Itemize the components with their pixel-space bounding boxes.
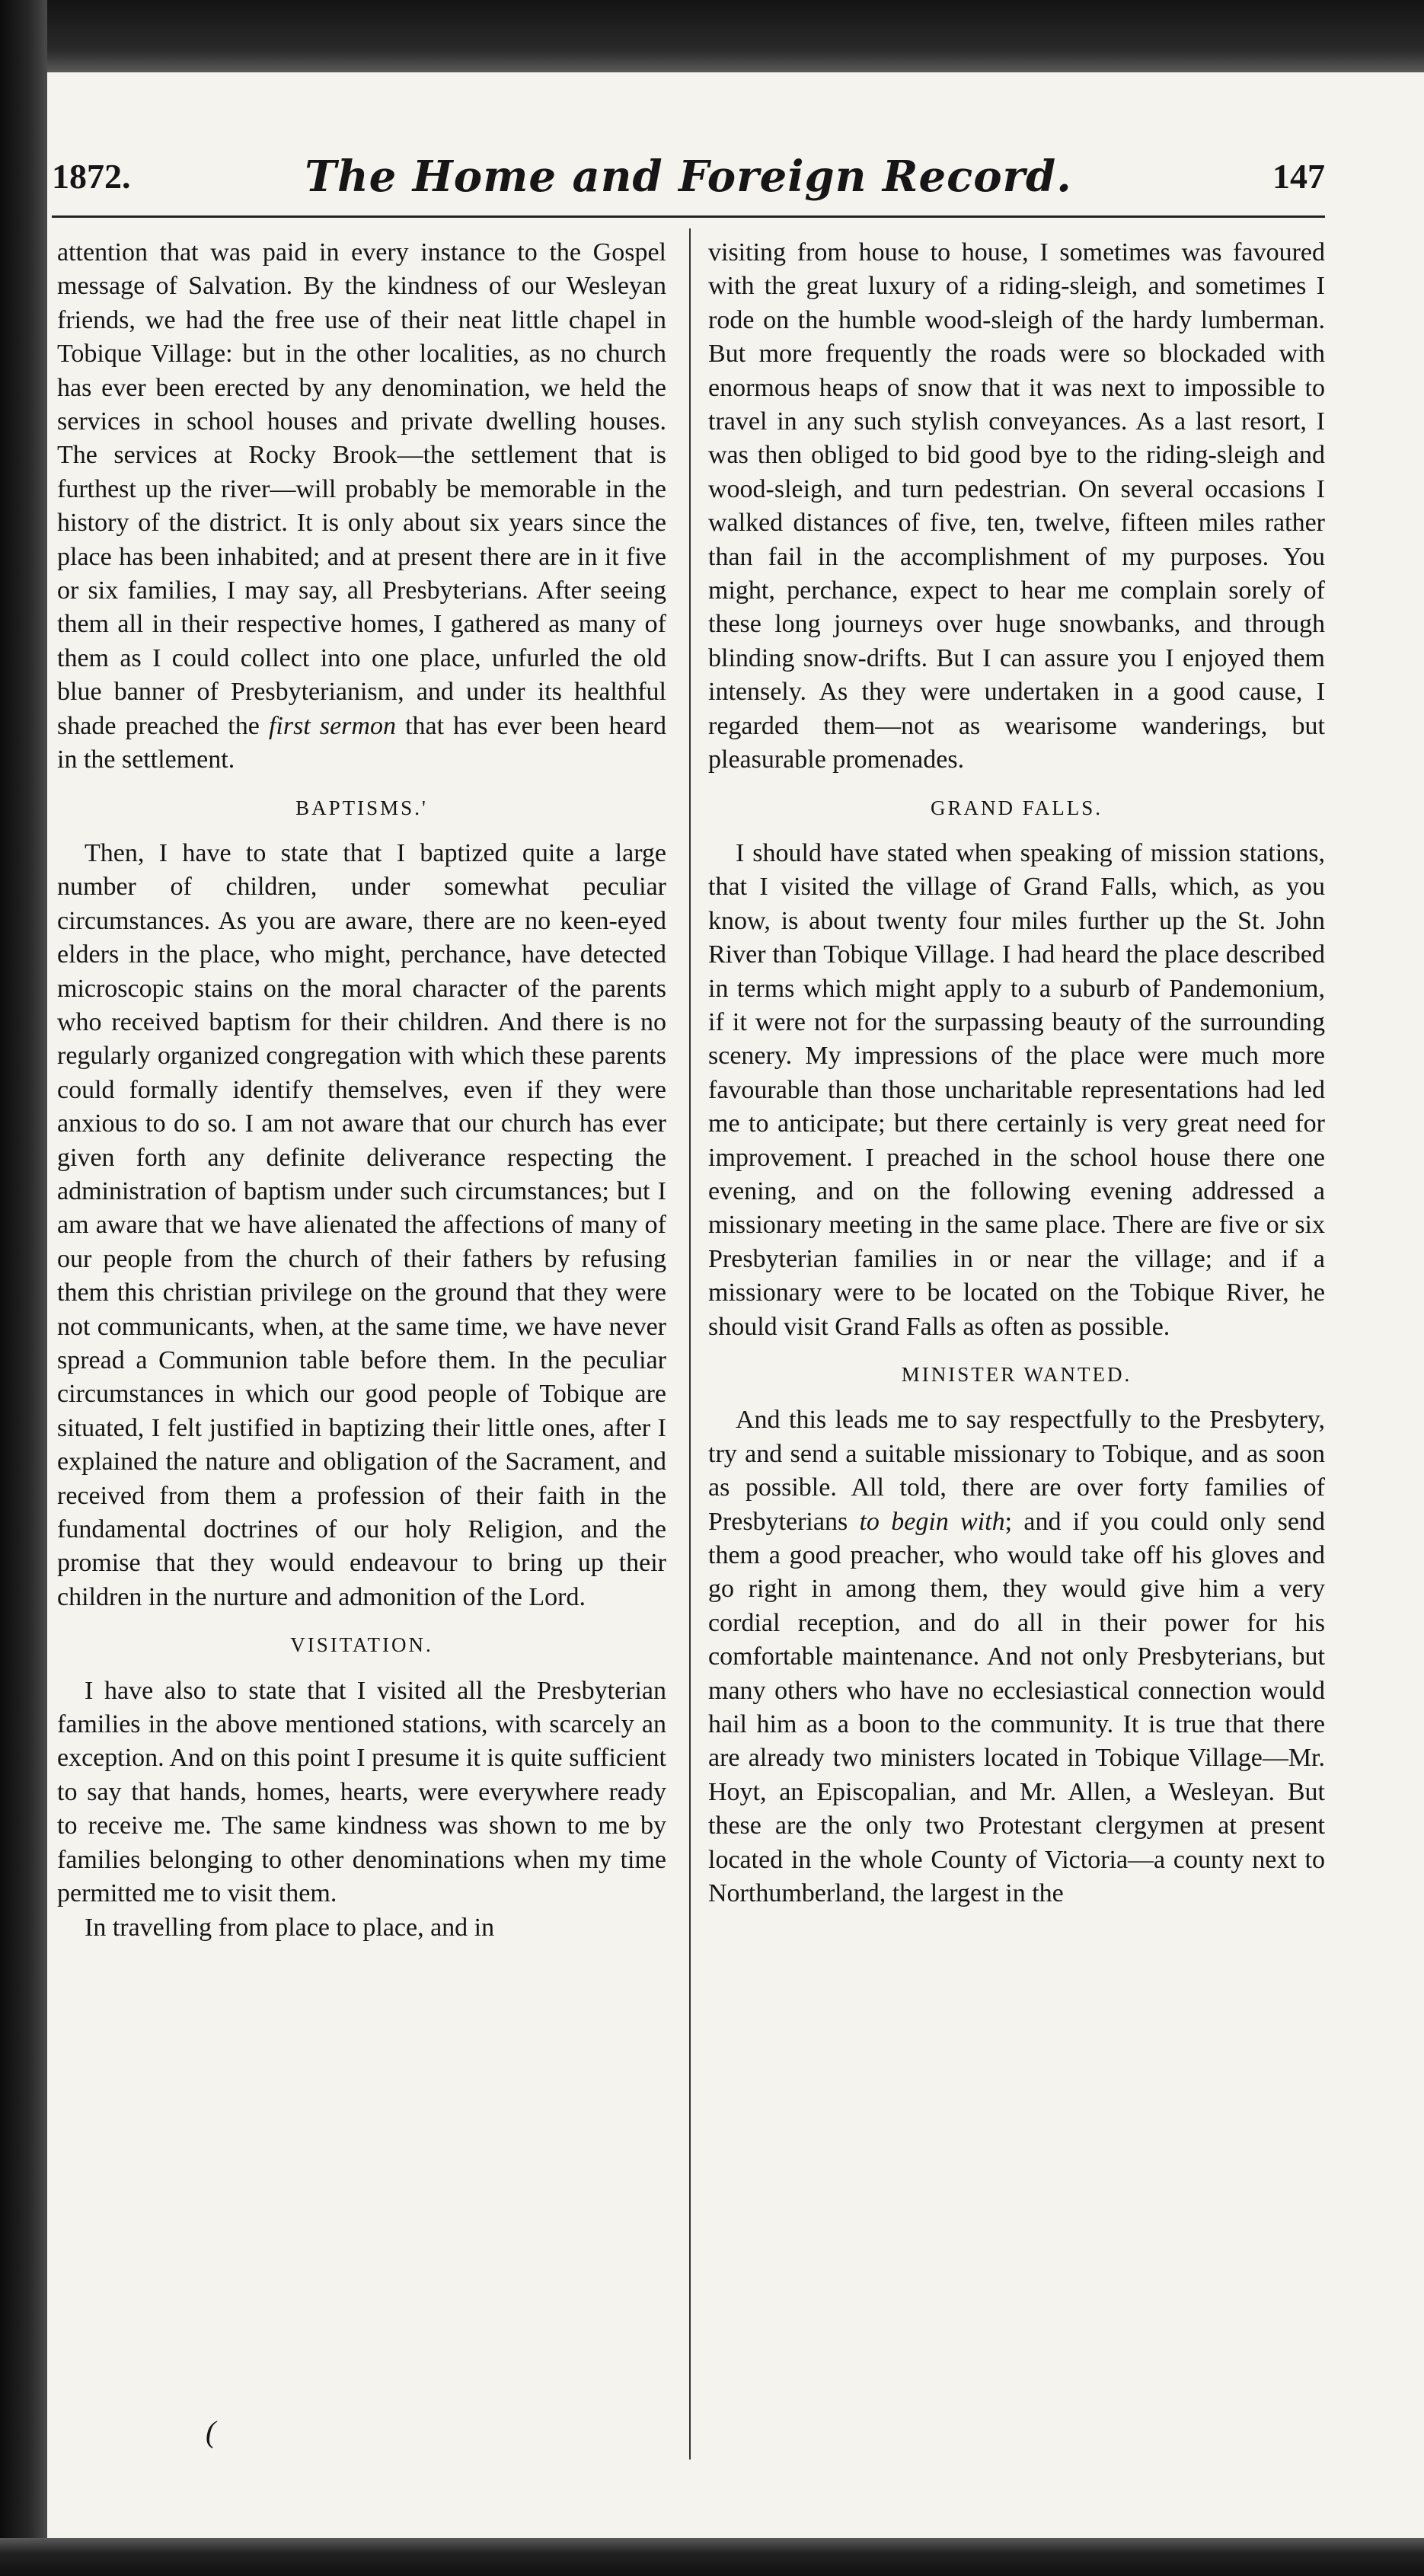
paragraph-visitation: I have also to state that I visited all the Presbyterian families in the above mentioned stations, with scarcely an exception. And on this point I presume it is quite sufficient to say that hands, homes, hearts, were everywhere ready to receive me. The same kindness was shown to me by families belonging to other denominations when my time permitted me to visit them.	[57, 1676, 666, 1908]
header-year: 1872.	[52, 157, 131, 196]
scan-edge-bottom	[0, 2538, 1424, 2576]
stray-print-mark: (	[206, 2415, 216, 2449]
emphasis-to-begin-with: to begin with	[859, 1507, 1005, 1536]
scan-edge-top	[0, 0, 1424, 72]
running-header	[52, 152, 1325, 209]
scan-edge-left	[0, 0, 47, 2576]
left-column	[57, 236, 666, 1945]
emphasis-first-sermon: first sermon	[268, 711, 396, 740]
paragraph-baptisms: Then, I have to state that I baptized quite a large number of children, under somewhat peculiar circumstances. As you are aware, there are no keen-eyed elders in the place, who might, perchance, have detected microscopic stains on the moral character of the parents who received baptism for their children. And there is no regularly organized congregation with which these parents could formally identify themselves, even if they were anxious to do so. I am not aware that our church has ever given forth any definite deliverance respecting the administration of baptism under such circumstances; but I am aware that we have alienated the affections of many of our people from the church of their fathers by refusing them this christian privilege on the ground that they were not communicants, when, at the same time, we have never spread a Communion table before them. In the peculiar circumstances in which our good people of Tobique are situated, I felt justified in baptizing their little ones, after I explained the nature and obligation of the Sacrament, and received from them a profession of their faith in the fundamental doctrines of our holy Religion, and the promise that they would endeavour to bring up their children in the nurture and admonition of the Lord.	[57, 838, 666, 1611]
section-heading-visitation: VISITATION.	[290, 1633, 433, 1657]
section-heading-minister-wanted: MINISTER WANTED.	[901, 1363, 1132, 1386]
section-heading-baptisms: BAPTISMS.'	[295, 796, 428, 819]
paragraph-travel-start: In travelling from place to place, and in	[85, 1913, 495, 1942]
header-rule	[52, 215, 1325, 218]
paragraph-minister-wanted: And this leads me to say respectfully to the Presbytery, try and send a suitable missionary to Tobique, and as soon as possible. All told, there are over forty families of Presbyterians to begin with; and if you could only send them a good preacher, who would take off his gloves and go right in among them, they would give him a very cordial reception, and do all in their power for his comfortable maintenance. And not only Presbyterians, but many others who have no ecclesiastical connection would hail him as a boon to the community. It is true that there are already two ministers located in Tobique Village—Mr. Hoyt, an Episcopalian, and Mr. Allen, a Wesleyan. But these are the only two Protestant clergymen at present located in the whole County of Victoria—a county next to Northumberland, the largest in the	[708, 1406, 1325, 1908]
right-column	[708, 236, 1325, 1911]
paragraph-travel-continued: visiting from house to house, I sometimes was favoured with the great luxury of a riding-sleigh, and sometimes I rode on the humble wood-sleigh of the hardy lumberman. But more frequently the roads were so blockaded with enormous heaps of snow that it was next to impossible to travel in any such stylish conveyances. As a last resort, I was then obliged to bid good bye to the riding-sleigh and wood-sleigh, and turn pedestrian. On several occasions I walked distances of five, ten, twelve, fifteen miles rather than fail in the accomplishment of my purposes. You might, perchance, expect to hear me complain sorely of these long journeys over huge snowbanks, and through blinding snow-drifts. But I can assure you I enjoyed them intensely. As they were undertaken in a good cause, I regarded them—not as wearisome wanderings, but pleasurable promenades.	[708, 238, 1325, 774]
journal-title: The Home and Foreign Record.	[305, 152, 1072, 202]
paragraph-rocky-brook: attention that was paid in every instance to the Gospel message of Salvation. By the kindness of our Wesleyan friends, we had the free use of their neat little chapel in Tobique Village: but in the other localities, as no church has ever been erected by any denomination, we held the services in school houses and private dwelling houses. The services at Rocky Brook—the settlement that is furthest up the river—will probably be memorable in the history of the district. It is only about six years since the place has been inhabited; and at present there are in it five or six families, I may say, all Presbyterians. After seeing them all in their respective homes, I gathered as many of them as I could collect into one place, unfurled the old blue banner of Presbyterianism, and under its healthful shade preached the first sermon that has ever been heard in the settlement.	[57, 238, 666, 774]
section-heading-grand-falls: GRAND FALLS.	[930, 796, 1103, 819]
page-number: 147	[1272, 157, 1325, 196]
column-divider	[689, 228, 691, 2459]
paragraph-grand-falls: I should have stated when speaking of mission stations, that I visited the village of Grand Falls, which, as you know, is about twenty four miles further up the St. John River than Tobique Village. I had heard the place described in terms which might apply to a suburb of Pandemonium, if it were not for the surpassing beauty of the surrounding scenery. My impressions of the place were much more favourable than those uncharitable representations had led me to anticipate; but there certainly is very great need for improvement. I preached in the school house there one evening, and on the following evening addressed a missionary meeting in the same place. There are five or six Presbyterian families in or near the village; and if a missionary were to be located on the Tobique River, he should visit Grand Falls as often as possible.	[708, 838, 1325, 1341]
